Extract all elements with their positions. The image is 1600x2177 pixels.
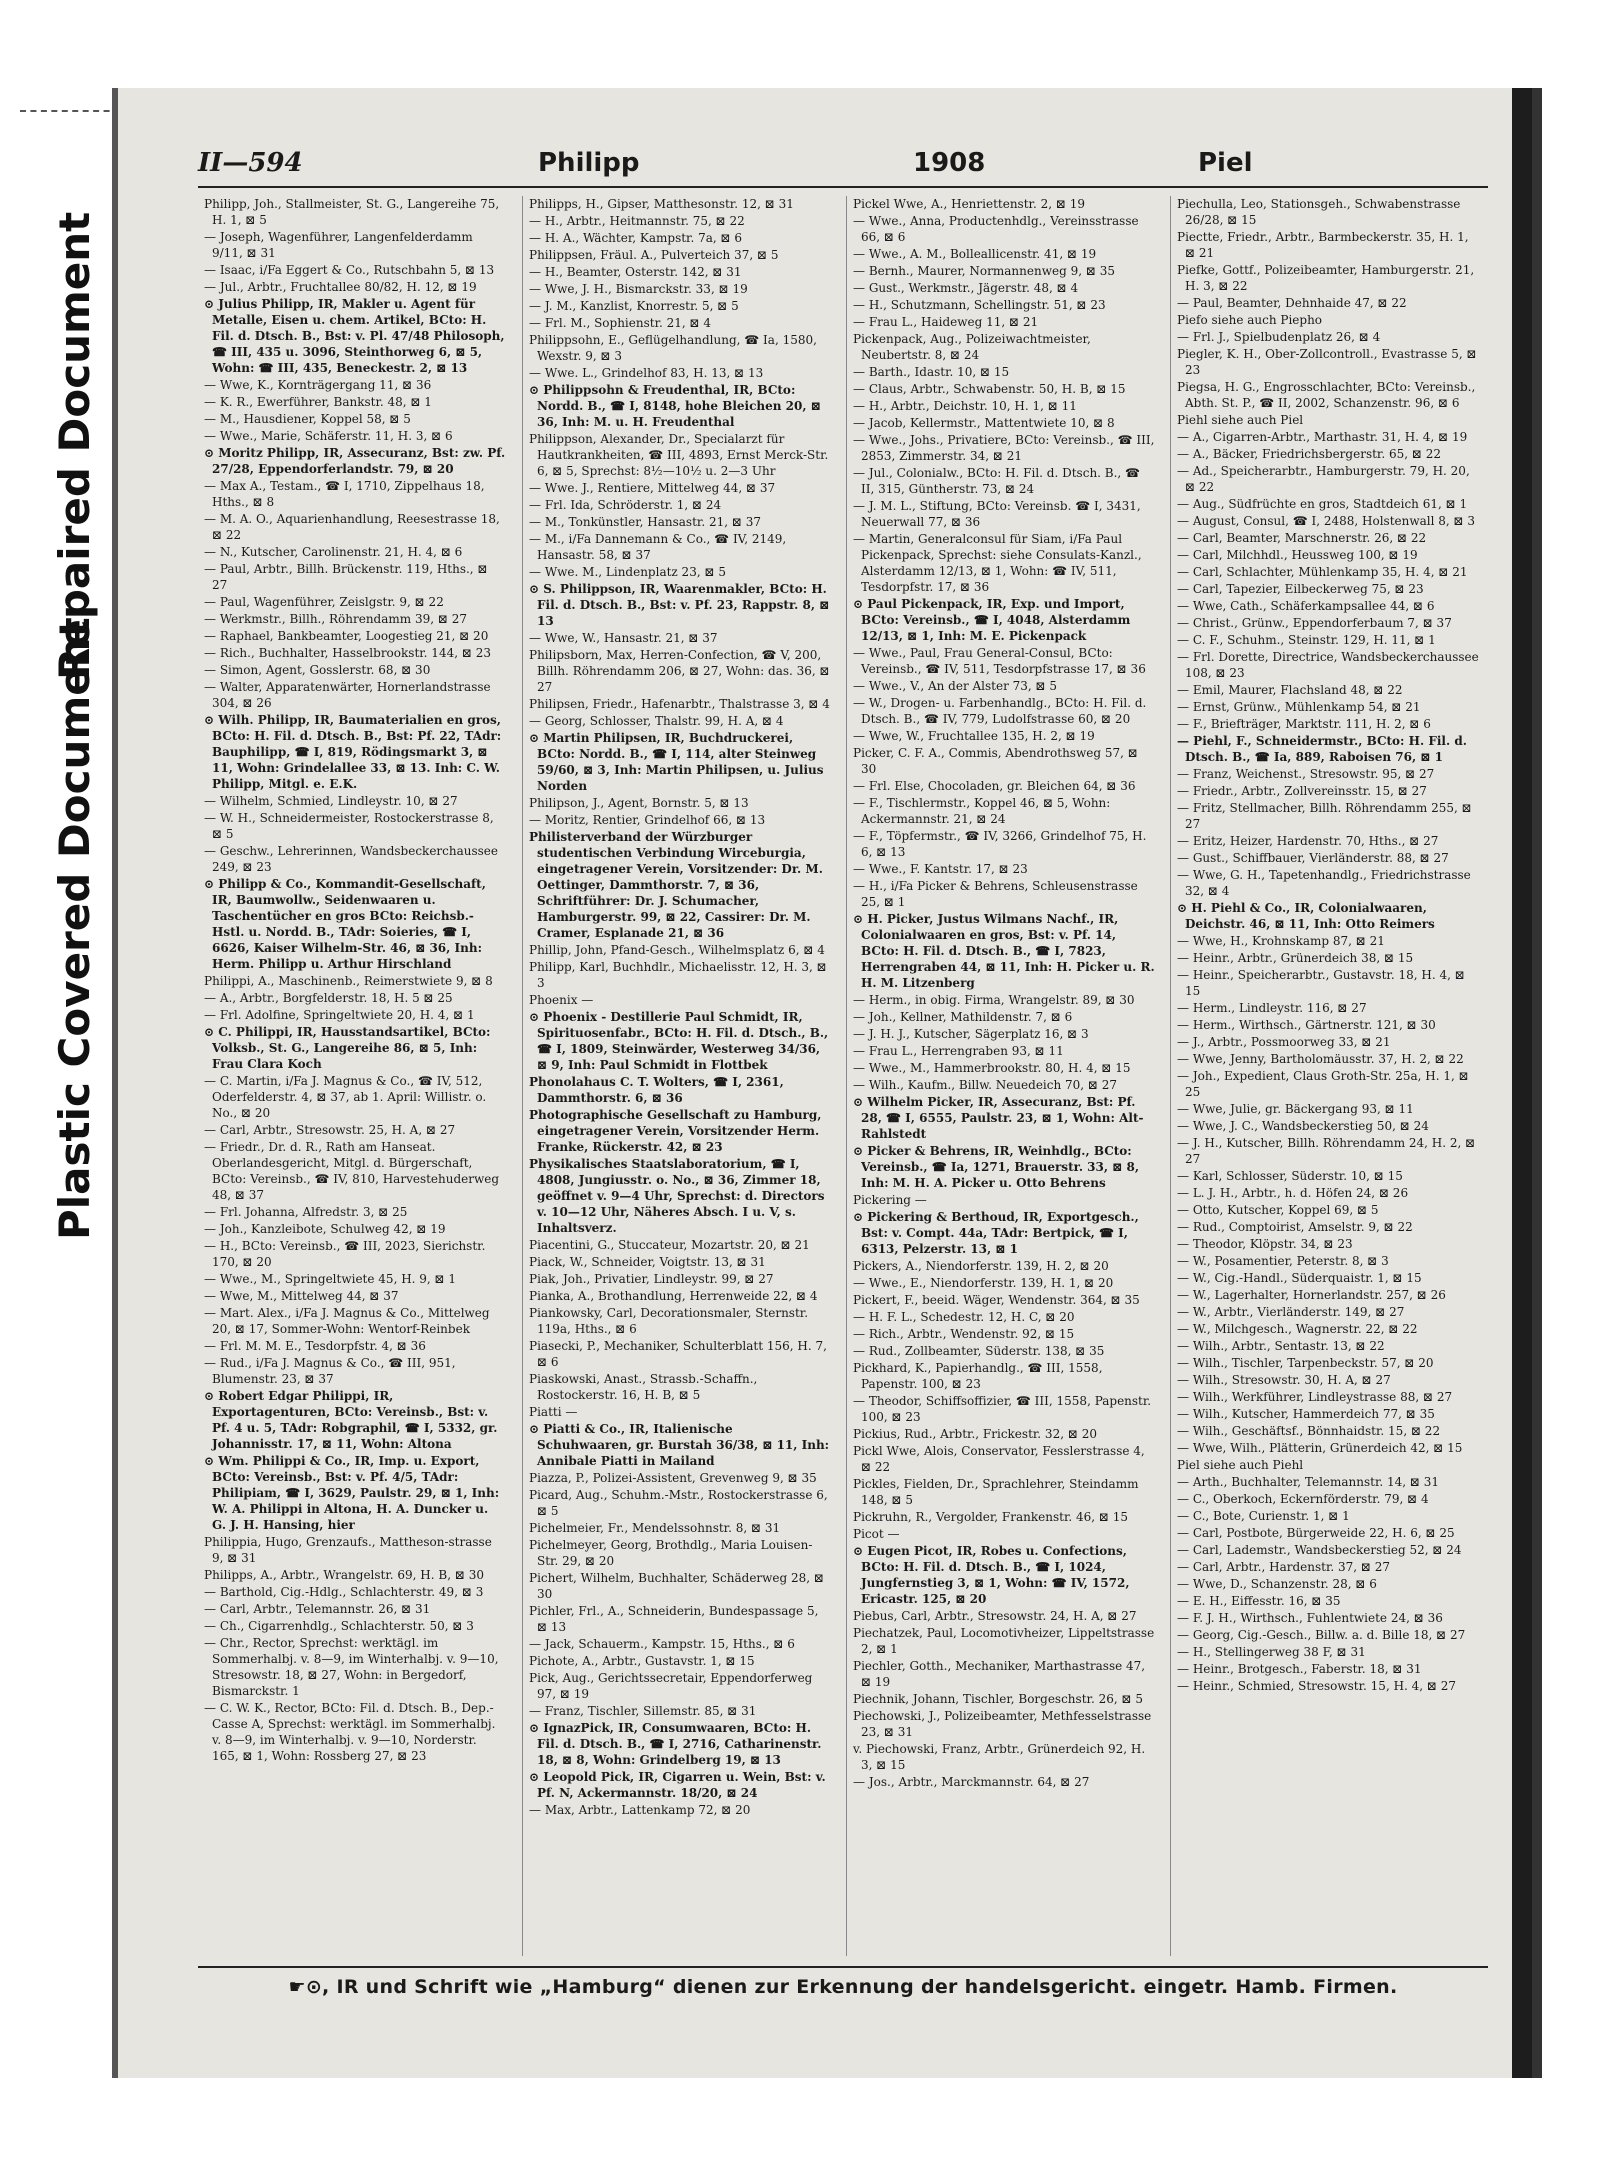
directory-entry: Piechowski, J., Polizeibeamter, Methfesselstrasse 23, ⊠ 31 [853, 1709, 1152, 1739]
directory-entry: — Rud., i/Fa J. Magnus & Co., ☎ III, 951, Blumenstr. 23, ⊠ 37 [204, 1356, 456, 1386]
directory-entry: — Carl, Milchhdl., Heussweg 100, ⊠ 19 [1177, 548, 1418, 562]
directory-entry: ⊙ S. Philippson, IR, Waarenmakler, BCto: H. Fil. d. Dtsch. B., Bst: v. Pf. 23, Rappstr. 8, ⊠ 13 [529, 582, 830, 628]
directory-entry: Pickles, Fielden, Dr., Sprachlehrer, Steindamm 148, ⊠ 5 [853, 1477, 1139, 1507]
directory-entry: — Joh., Expedient, Claus Groth-Str. 25a, H. 1, ⊠ 25 [1177, 1069, 1469, 1099]
directory-entry: Phoenix — [529, 993, 594, 1007]
directory-entry: ⊙ IgnazPick, IR, Consumwaaren, BCto: H. Fil. d. Dtsch. B., ☎ I, 2716, Catharinenstr. 18, ⊠ 8, Wohn: Grindelberg 19, ⊠ 13 [529, 1721, 822, 1767]
directory-entry: — Wwe, M., Mittelweg 44, ⊠ 37 [204, 1289, 399, 1303]
directory-entry: Philisterverband der Würzburger studentischen Verbindung Wirceburgia, eingetragener Verein, Vorsitzender: Dr. M. Oettinger, Dammthorstr. 7, ⊠ 36, Schriftführer: Dr. J. Schumacher, Hamburgerstr. 99, ⊠ 22, Cassirer: Dr. M. Cramer, Esplanade 21, ⊠ 36 [529, 830, 823, 940]
directory-entry: Piechler, Gotth., Mechaniker, Marthastrasse 47, ⊠ 19 [853, 1659, 1146, 1689]
directory-entry: — Max A., Testam., ☎ I, 1710, Zippelhaus 18, Hths., ⊠ 8 [204, 479, 485, 509]
directory-entry: — Max, Arbtr., Lattenkamp 72, ⊠ 20 [529, 1803, 751, 1817]
directory-entry: — W., Posamentier, Peterstr. 8, ⊠ 3 [1177, 1254, 1389, 1268]
directory-entry: — Carl, Beamter, Marschnerstr. 26, ⊠ 22 [1177, 531, 1427, 545]
directory-entry: — Wwe., V., An der Alster 73, ⊠ 5 [853, 679, 1058, 693]
directory-entry: Piefo siehe auch Piepho [1177, 313, 1323, 327]
directory-entry: ⊙ Leopold Pick, IR, Cigarren u. Wein, Bst: v. Pf. N, Ackermannstr. 18/20, ⊠ 24 [529, 1770, 826, 1800]
directory-entry: — Ch., Cigarrenhdlg., Schlachterstr. 50, ⊠ 3 [204, 1619, 474, 1633]
directory-entry: — C., Oberkoch, Eckernförderstr. 79, ⊠ 4 [1177, 1492, 1429, 1506]
directory-entry: Piatti — [529, 1405, 578, 1419]
directory-entry: — L. J. H., Arbtr., h. d. Höfen 24, ⊠ 26 [1177, 1186, 1409, 1200]
directory-entry: Piechatzek, Paul, Locomotivheizer, Lippeltstrasse 2, ⊠ 1 [853, 1626, 1155, 1656]
directory-entry: ⊙ H. Picker, Justus Wilmans Nachf., IR, Colonialwaaren en gros, Bst: v. Pf. 14, BCto: H. Fil. d. Dtsch. B., ☎ I, 7823, Herrengraben 44, ⊠ 11, Inh: H. Picker u. R. H. M. Litzenberg [853, 912, 1155, 990]
directory-entry: — Karl, Schlosser, Süderstr. 10, ⊠ 15 [1177, 1169, 1403, 1183]
directory-entry: — Bernh., Maurer, Normannenweg 9, ⊠ 35 [853, 264, 1115, 278]
directory-entry: — M., i/Fa Dannemann & Co., ☎ IV, 2149, Hansastr. 58, ⊠ 37 [529, 532, 787, 562]
page-number: II—594 [198, 148, 303, 178]
directory-entry: — Frl. Ida, Schröderstr. 1, ⊠ 24 [529, 498, 722, 512]
directory-entry: — Carl, Arbtr., Telemannstr. 26, ⊠ 31 [204, 1602, 431, 1616]
directory-entry: — F., Töpfermstr., ☎ IV, 3266, Grindelhof 75, H. 6, ⊠ 13 [853, 829, 1147, 859]
directory-entry: — W., Cig.-Handl., Süderquaistr. 1, ⊠ 15 [1177, 1271, 1422, 1285]
directory-entry: — J. H. J., Kutscher, Sägerplatz 16, ⊠ 3 [853, 1027, 1089, 1041]
directory-entry: — Wwe, Wilh., Plätterin, Grünerdeich 42, ⊠ 15 [1177, 1441, 1463, 1455]
directory-entry: — Rud., Zollbeamter, Süderstr. 138, ⊠ 35 [853, 1344, 1105, 1358]
directory-entry: — Carl, Schlachter, Mühlenkamp 35, H. 4, ⊠ 21 [1177, 565, 1468, 579]
directory-entry: — C. W. K., Rector, BCto: Fil. d. Dtsch. B., Dep.-Casse A, Sprechst: werktägl. im Sommerhalbj. v. 8—9, im Winterhalbj. v. 9—10, Norderstr. 165, ⊠ 1, Wohn: Rossberg 27, ⊠ 23 [204, 1701, 496, 1763]
directory-entry: Piectte, Friedr., Arbtr., Barmbeckerstr. 35, H. 1, ⊠ 21 [1177, 230, 1469, 260]
directory-entry: — A., Bäcker, Friedrichsbergerstr. 65, ⊠ 22 [1177, 447, 1442, 461]
directory-entry: ⊙ C. Philippi, IR, Hausstandsartikel, BCto: Volksb., St. G., Langereihe 86, ⊠ 5, Inh: Frau Clara Koch [204, 1025, 491, 1071]
directory-entry: — F., Tischlermstr., Koppel 46, ⊠ 5, Wohn: Ackermannstr. 21, ⊠ 24 [853, 796, 1111, 826]
directory-entry: — Frl. J., Spielbudenplatz 26, ⊠ 4 [1177, 330, 1381, 344]
directory-entry: — Wwe., Anna, Productenhdlg., Vereinsstrasse 66, ⊠ 6 [853, 214, 1139, 244]
directory-entry: — Rich., Arbtr., Wendenstr. 92, ⊠ 15 [853, 1327, 1075, 1341]
directory-entry: — J. H., Kutscher, Billh. Röhrendamm 24, H. 2, ⊠ 27 [1177, 1136, 1476, 1166]
header-left-word: Philipp [538, 148, 640, 178]
directory-entry: — Wwe., Johs., Privatiere, BCto: Vereinsb., ☎ III, 2853, Zimmerstr. 34, ⊠ 21 [853, 433, 1155, 463]
directory-entry: — Heinr., Brotgesch., Faberstr. 18, ⊠ 31 [1177, 1662, 1422, 1676]
directory-entry: — Theodor, Schiffsoffizier, ☎ III, 1558, Papenstr. 100, ⊠ 23 [853, 1394, 1152, 1424]
header-right-word: Piel [1198, 148, 1253, 178]
directory-entry: — Paul, Wagenführer, Zeislgstr. 9, ⊠ 22 [204, 595, 444, 609]
directory-entry: — Chr., Rector, Sprechst: werktägl. im Sommerhalbj. v. 8—9, im Winterhalbj. v. 9—10, Stresowstr. 18, ⊠ 27, Wohn: in Bergedorf, Bismarckstr. 1 [204, 1636, 499, 1698]
directory-entry: — H., Arbtr., Heitmannstr. 75, ⊠ 22 [529, 214, 745, 228]
directory-entry: — Heinr., Schmied, Stresowstr. 15, H. 4, ⊠ 27 [1177, 1679, 1457, 1693]
directory-entry: ⊙ Paul Pickenpack, IR, Exp. und Import, BCto: Vereinsb., ☎ I, 4048, Alsterdamm 12/13, ⊠ 1, Inh: M. E. Pickenpack [853, 597, 1131, 643]
directory-entry: — August, Consul, ☎ I, 2488, Holstenwall 8, ⊠ 3 [1177, 514, 1476, 528]
directory-entry: — H. A., Wächter, Kampstr. 7a, ⊠ 6 [529, 231, 743, 245]
directory-entry: Piazza, P., Polizei-Assistent, Grevenweg 9, ⊠ 35 [529, 1471, 817, 1485]
directory-entry: Piefke, Gottf., Polizeibeamter, Hamburgerstr. 21, H. 3, ⊠ 22 [1177, 263, 1475, 293]
directory-entry: Philippi, A., Maschinenb., Reimerstwiete 9, ⊠ 8 [204, 974, 493, 988]
pointing-hand-icon: ☛ [288, 1976, 306, 1998]
directory-entry: — Martin, Generalconsul für Siam, i/Fa Paul Pickenpack, Sprechst: siehe Consulats-Kanzl., Alsterdamm 12/13, ⊠ 1, Wohn: ☎ IV, 511, Tesdorpfstr. 17, ⊠ 36 [853, 532, 1142, 594]
directory-entry: Philipp, Karl, Buchhdlr., Michaelisstr. 12, H. 3, ⊠ 3 [529, 960, 827, 990]
directory-entry: Picot — [853, 1527, 900, 1541]
directory-entry: — Arth., Buchhalter, Telemannstr. 14, ⊠ 31 [1177, 1475, 1440, 1489]
directory-entry: — Wilhelm, Schmied, Lindleystr. 10, ⊠ 27 [204, 794, 458, 808]
directory-entry: — H., BCto: Vereinsb., ☎ III, 2023, Sierichstr. 170, ⊠ 20 [204, 1239, 486, 1269]
directory-entry: — Jack, Schauerm., Kampstr. 15, Hths., ⊠ 6 [529, 1637, 795, 1651]
directory-entry: — H., Arbtr., Deichstr. 10, H. 1, ⊠ 11 [853, 399, 1077, 413]
directory-entry: Piebus, Carl, Arbtr., Stresowstr. 24, H. A, ⊠ 27 [853, 1609, 1137, 1623]
directory-entry: Pickruhn, R., Vergolder, Frankenstr. 46, ⊠ 15 [853, 1510, 1129, 1524]
directory-entry: — Wwe, W., Hansastr. 21, ⊠ 37 [529, 631, 718, 645]
directory-entry: — Wwe, H., Krohnskamp 87, ⊠ 21 [1177, 934, 1385, 948]
directory-entry: — Wilh., Geschäftsf., Bönnhaidstr. 15, ⊠ 22 [1177, 1424, 1441, 1438]
directory-entry: — Wilh., Kutscher, Hammerdeich 77, ⊠ 35 [1177, 1407, 1435, 1421]
directory-entry: — Herm., Wirthsch., Gärtnerstr. 121, ⊠ 30 [1177, 1018, 1436, 1032]
directory-entry: — Moritz, Rentier, Grindelhof 66, ⊠ 13 [529, 813, 766, 827]
directory-entry: — Heinr., Speicherarbtr., Gustavstr. 18, H. 4, ⊠ 15 [1177, 968, 1465, 998]
directory-entry: — Jacob, Kellermstr., Mattentwiete 10, ⊠ 8 [853, 416, 1115, 430]
column-1 [198, 196, 510, 1956]
directory-entry: — Wwe, D., Schanzenstr. 28, ⊠ 6 [1177, 1577, 1377, 1591]
directory-entry: — Wwe, J. C., Wandsbeckerstieg 50, ⊠ 24 [1177, 1119, 1429, 1133]
directory-entry: — Raphael, Bankbeamter, Loogestieg 21, ⊠ 20 [204, 629, 489, 643]
directory-entry: Philipps, H., Gipser, Matthesonstr. 12, ⊠ 31 [529, 197, 794, 211]
directory-entry: Phillip, John, Pfand-Gesch., Wilhelmsplatz 6, ⊠ 4 [529, 943, 825, 957]
page-edge [1512, 88, 1532, 2078]
directory-entry: — Friedr., Dr. d. R., Rath am Hanseat. Oberlandesgericht, Mitgl. d. Bürgerschaft, BCto: Vereinsb., ☎ IV, 810, Harvestehuderweg 48, ⊠ 37 [204, 1140, 500, 1202]
footer-rule [198, 1966, 1488, 1968]
column-2 [522, 196, 835, 1956]
directory-entry: — Otto, Kutscher, Koppel 69, ⊠ 5 [1177, 1203, 1379, 1217]
directory-entry: Pickenpack, Aug., Polizeiwachtmeister, Neubertstr. 8, ⊠ 24 [853, 332, 1091, 362]
directory-entry: — Wwe, Jenny, Bartholomäusstr. 37, H. 2, ⊠ 22 [1177, 1052, 1464, 1066]
directory-entry: — Herm., in obig. Firma, Wrangelstr. 89, ⊠ 30 [853, 993, 1135, 1007]
directory-entry: Photographische Gesellschaft zu Hamburg, eingetragener Verein, Vorsitzender Herm. Franke, Rückerstr. 42, ⊠ 23 [529, 1108, 822, 1154]
directory-entry: — Wwe., A. M., Bolleallicenstr. 41, ⊠ 19 [853, 247, 1097, 261]
directory-entry: — Wwe, J. H., Bismarckstr. 33, ⊠ 19 [529, 282, 748, 296]
directory-entry: — Ernst, Grünw., Mühlenkamp 54, ⊠ 21 [1177, 700, 1421, 714]
directory-entry: — Frl. Dorette, Directrice, Wandsbeckerchaussee 108, ⊠ 23 [1177, 650, 1479, 680]
directory-entry: — Carl, Tapezier, Eilbeckerweg 75, ⊠ 23 [1177, 582, 1424, 596]
page-footer [198, 1976, 1488, 2016]
directory-entry: Pickering — [853, 1193, 927, 1207]
directory-entry: — Walter, Apparatenwärter, Hornerlandstrasse 304, ⊠ 26 [204, 680, 491, 710]
directory-entry: — Wwe, W., Fruchtallee 135, H. 2, ⊠ 19 [853, 729, 1095, 743]
footer-note: ⊙, IR und Schrift wie „Hamburg“ dienen zur Erkennung der handelsgericht. eingetr. Hamb. Firmen. [305, 1976, 1398, 1998]
directory-entry: — H., Schutzmann, Schellingstr. 51, ⊠ 23 [853, 298, 1106, 312]
directory-entry: Pickert, F., beeid. Wäger, Wendenstr. 364, ⊠ 35 [853, 1293, 1140, 1307]
directory-entry: — Wwe., E., Niendorferstr. 139, H. 1, ⊠ 20 [853, 1276, 1114, 1290]
directory-entry: — J. M. L., Stiftung, BCto: Vereinsb. ☎ I, 3431, Neuerwall 77, ⊠ 36 [853, 499, 1141, 529]
directory-entry: — Wilh., Werkführer, Lindleystrasse 88, ⊠ 27 [1177, 1390, 1453, 1404]
directory-entry: — H., i/Fa Picker & Behrens, Schleusenstrasse 25, ⊠ 1 [853, 879, 1138, 909]
directory-entry: — Franz, Tischler, Sillemstr. 85, ⊠ 31 [529, 1704, 757, 1718]
header-year: 1908 [913, 148, 986, 178]
directory-entry: — Wwe. L., Grindelhof 83, H. 13, ⊠ 13 [529, 366, 764, 380]
directory-entry: — Aug., Südfrüchte en gros, Stadtdeich 61, ⊠ 1 [1177, 497, 1468, 511]
directory-entry: ⊙ Moritz Philipp, IR, Assecuranz, Bst: zw. Pf. 27/28, Eppendorferlandstr. 79, ⊠ 20 [204, 446, 506, 476]
directory-entry: — W., Milchgesch., Wagnerstr. 22, ⊠ 22 [1177, 1322, 1418, 1336]
directory-entry: — Joh., Kanzleibote, Schulweg 42, ⊠ 19 [204, 1222, 446, 1236]
directory-entry: — Geschw., Lehrerinnen, Wandsbeckerchaussee 249, ⊠ 23 [204, 844, 499, 874]
dashed-rule [20, 110, 120, 112]
directory-entry: — Gust., Schiffbauer, Vierländerstr. 88, ⊠ 27 [1177, 851, 1449, 865]
directory-entry: — Christ., Grünw., Eppendorferbaum 7, ⊠ 37 [1177, 616, 1452, 630]
directory-entry: Philippsen, Fräul. A., Pulverteich 37, ⊠ 5 [529, 248, 779, 262]
directory-entry: — Isaac, i/Fa Eggert & Co., Rutschbahn 5, ⊠ 13 [204, 263, 495, 277]
directory-entry: — Werkmstr., Billh., Röhrendamm 39, ⊠ 27 [204, 612, 468, 626]
directory-entry: — W., Drogen- u. Farbenhandlg., BCto: H. Fil. d. Dtsch. B., ☎ IV, 779, Ludolfstrasse 60, ⊠ 20 [853, 696, 1147, 726]
directory-entry: ⊙ Martin Philipsen, IR, Buchdruckerei, BCto: Nordd. B., ☎ I, 114, alter Steinweg 59/60, ⊠ 3, Inh: Martin Philipsen, u. Julius Norden [529, 731, 824, 793]
directory-entry: — N., Kutscher, Carolinenstr. 21, H. 4, ⊠ 6 [204, 545, 463, 559]
directory-entry: — Georg, Cig.-Gesch., Billw. a. d. Bille 18, ⊠ 27 [1177, 1628, 1466, 1642]
directory-entry: — M., Tonkünstler, Hansastr. 21, ⊠ 37 [529, 515, 761, 529]
repaired-document-label: Repaired Document [50, 211, 99, 680]
directory-entry: — Piehl, F., Schneidermstr., BCto: H. Fil. d. Dtsch. B., ☎ Ia, 889, Raboisen 76, ⊠ 1 [1177, 734, 1467, 764]
directory-entry: v. Piechowski, Franz, Arbtr., Grünerdeich 92, H. 3, ⊠ 15 [853, 1742, 1146, 1772]
directory-entry: — C., Bote, Curienstr. 1, ⊠ 1 [1177, 1509, 1350, 1523]
directory-entry: — Wwe., M., Hammerbrookstr. 80, H. 4, ⊠ 15 [853, 1061, 1131, 1075]
directory-entry: — Wwe, Cath., Schäferkampsallee 44, ⊠ 6 [1177, 599, 1435, 613]
directory-entry: ⊙ Philipp & Co., Kommandit-Gesellschaft, IR, Baumwollw., Seidenwaaren u. Taschentücher en gros BCto: Reichsb.-Hstl. u. Nordd. B., TAdr: Soieries, ☎ I, 6626, Kaiser Wilhelm-Str. 46, ⊠ 36, Inh: Herm. Philipp u. Arthur Hirschland [204, 877, 486, 971]
column-4 [1170, 196, 1483, 1956]
directory-entry: — C. Martin, i/Fa J. Magnus & Co., ☎ IV, 512, Oderfelderstr. 4, ⊠ 37, ab 1. April: Willistr. o. No., ⊠ 20 [204, 1074, 487, 1120]
directory-entry: — Carl, Arbtr., Hardenstr. 37, ⊠ 27 [1177, 1560, 1391, 1574]
directory-entry: Piechnik, Johann, Tischler, Borgeschstr. 26, ⊠ 5 [853, 1692, 1143, 1706]
directory-entry: — Joh., Kellner, Mathildenstr. 7, ⊠ 6 [853, 1010, 1073, 1024]
directory-entry: Philipson, J., Agent, Bornstr. 5, ⊠ 13 [529, 796, 749, 810]
directory-entry: — J. M., Kanzlist, Knorrestr. 5, ⊠ 5 [529, 299, 739, 313]
directory-entry: Physikalisches Staatslaboratorium, ☎ I, 4808, Jungiusstr. o. No., ⊠ 36, Zimmer 18, geöffnet v. 9—4 Uhr, Sprechst: d. Directors v. 10—12 Uhr, Näheres Absch. I u. V, s. Inhaltsverz. [529, 1157, 825, 1235]
directory-entry: Piegler, K. H., Ober-Zollcontroll., Evastrasse 5, ⊠ 23 [1177, 347, 1477, 377]
directory-entry: — A., Cigarren-Arbtr., Marthastr. 31, H. 4, ⊠ 19 [1177, 430, 1468, 444]
directory-entry: — Wilh., Stresowstr. 30, H. A, ⊠ 27 [1177, 1373, 1391, 1387]
directory-entry: Philippia, Hugo, Grenzaufs., Mattheson-strasse 9, ⊠ 31 [204, 1535, 492, 1565]
directory-entry: Pichelmeier, Fr., Mendelssohnstr. 8, ⊠ 31 [529, 1521, 781, 1535]
directory-entry: — Mart. Alex., i/Fa J. Magnus & Co., Mittelweg 20, ⊠ 17, Sommer-Wohn: Wentorf-Reinbek [204, 1306, 490, 1336]
directory-entry: — Frl. M., Sophienstr. 21, ⊠ 4 [529, 316, 712, 330]
directory-entry: — Frau L., Haideweg 11, ⊠ 21 [853, 315, 1039, 329]
directory-entry: Piaskowski, Anast., Strassb.-Schaffn., Rostockerstr. 16, H. B, ⊠ 5 [529, 1372, 758, 1402]
directory-entry: — M. A. O., Aquarienhandlung, Reesestrasse 18, ⊠ 22 [204, 512, 500, 542]
directory-entry: — Claus, Arbtr., Schwabenstr. 50, H. B, ⊠ 15 [853, 382, 1126, 396]
directory-entry: — Wilh., Kaufm., Billw. Neuedeich 70, ⊠ 27 [853, 1078, 1118, 1092]
directory-entry: — Georg, Schlosser, Thalstr. 99, H. A, ⊠ 4 [529, 714, 784, 728]
directory-entry: Pickhard, K., Papierhandlg., ☎ III, 1558, Papenstr. 100, ⊠ 23 [853, 1361, 1103, 1391]
directory-entry: ⊙ Eugen Picot, IR, Robes u. Confections, BCto: H. Fil. d. Dtsch. B., ☎ I, 1024, Jungfernstieg 3, ⊠ 1, Wohn: ☎ IV, 1572, Ericastr. 125, ⊠ 20 [853, 1544, 1130, 1606]
directory-entry: — Wilh., Tischler, Tarpenbeckstr. 57, ⊠ 20 [1177, 1356, 1434, 1370]
directory-entry: Pichote, A., Arbtr., Gustavstr. 1, ⊠ 15 [529, 1654, 755, 1668]
directory-entry: Piankowsky, Carl, Decorationsmaler, Sternstr. 119a, Hths., ⊠ 6 [529, 1306, 809, 1336]
directory-entry: ⊙ H. Piehl & Co., IR, Colonialwaaren, Deichstr. 46, ⊠ 11, Inh: Otto Reimers [1177, 901, 1435, 931]
directory-entry: — Jos., Arbtr., Marckmannstr. 64, ⊠ 27 [853, 1775, 1090, 1789]
directory-entry: — Heinr., Arbtr., Grünerdeich 38, ⊠ 15 [1177, 951, 1414, 965]
directory-entry: — A., Arbtr., Borgfelderstr. 18, H. 5 ⊠ 25 [204, 991, 453, 1005]
directory-entry: — Paul, Beamter, Dehnhaide 47, ⊠ 22 [1177, 296, 1407, 310]
directory-entry: ⊙ Julius Philipp, IR, Makler u. Agent für Metalle, Eisen u. chem. Artikel, BCto: H. Fil. d. Dtsch. B., Bst: v. Pl. 47/48 Philosoph, ☎ III, 435 u. 3096, Steinthorweg 6, ⊠ 5, Wohn: ☎ III, 435, Beneckestr. 2, ⊠ 13 [204, 297, 505, 375]
directory-entry: Philippson, Alexander, Dr., Specialarzt für Hautkrankheiten, ☎ III, 4893, Ernst Merck-Str. 6, ⊠ 5, Sprechst: 8½—10½ u. 2—3 Uhr [529, 432, 829, 478]
directory-entry: — Frl. Adolfine, Springeltwiete 20, H. 4, ⊠ 1 [204, 1008, 475, 1022]
directory-entry: — Frau L., Herrengraben 93, ⊠ 11 [853, 1044, 1064, 1058]
directory-entry: Piack, W., Schneider, Voigtstr. 13, ⊠ 31 [529, 1255, 766, 1269]
directory-entry: Philipsen, Friedr., Hafenarbtr., Thalstrasse 3, ⊠ 4 [529, 697, 830, 711]
directory-entry: — Ad., Speicherarbtr., Hamburgerstr. 79, H. 20, ⊠ 22 [1177, 464, 1470, 494]
directory-entry: — Wwe. M., Lindenplatz 23, ⊠ 5 [529, 565, 726, 579]
directory-entry: — Wwe., Paul, Frau General-Consul, BCto: Vereinsb., ☎ IV, 511, Tesdorpfstrasse 17, ⊠ 36 [853, 646, 1146, 676]
directory-entry: — Rich., Buchhalter, Hasselbrookstr. 144, ⊠ 23 [204, 646, 491, 660]
directory-entry: ⊙ Robert Edgar Philippi, IR, Exportagenturen, BCto: Vereinsb., Bst: v. Pf. 4 u. 5, TAdr: Robgraphil, ☎ I, 5332, gr. Johannisstr. 17, ⊠ 11, Wohn: Altona [204, 1389, 498, 1451]
column-3 [846, 196, 1159, 1956]
side-label [20, 110, 110, 1240]
directory-entry: Philippsohn, E., Geflügelhandlung, ☎ Ia, 1580, Wexstr. 9, ⊠ 3 [529, 333, 817, 363]
directory-entry: — Carl, Postbote, Bürgerweide 22, H. 6, ⊠ 25 [1177, 1526, 1455, 1540]
directory-entry: — F., Briefträger, Marktstr. 111, H. 2, ⊠ 6 [1177, 717, 1431, 731]
directory-entry: ⊙ Philippsohn & Freudenthal, IR, BCto: Nordd. B., ☎ I, 8148, hohe Bleichen 20, ⊠ 36, Inh: M. u. H. Freudenthal [529, 383, 821, 429]
directory-entry: — Wwe, K., Kornträgergang 11, ⊠ 36 [204, 378, 432, 392]
directory-entry: ⊙ Piatti & Co., IR, Italienische Schuhwaaren, gr. Burstah 36/38, ⊠ 11, Inh: Annibale Piatti in Mailand [529, 1422, 830, 1468]
header-rule [198, 186, 1488, 188]
directory-entry: — Carl, Arbtr., Stresowstr. 25, H. A, ⊠ 27 [204, 1123, 456, 1137]
directory-entry: Pichelmeyer, Georg, Brothdlg., Maria Louisen-Str. 29, ⊠ 20 [529, 1538, 813, 1568]
directory-entry: — Barth., Idastr. 10, ⊠ 15 [853, 365, 1010, 379]
directory-entry: Pianka, A., Brothandlung, Herrenweide 22, ⊠ 4 [529, 1289, 818, 1303]
directory-entry: — W., Arbtr., Vierländerstr. 149, ⊠ 27 [1177, 1305, 1405, 1319]
directory-entry: — Rud., Comptoirist, Amselstr. 9, ⊠ 22 [1177, 1220, 1413, 1234]
directory-columns [198, 196, 1488, 1956]
directory-entry: Piasecki, P., Mechaniker, Schulterblatt 156, H. 7, ⊠ 6 [529, 1339, 827, 1369]
directory-entry: Pichert, Wilhelm, Buchhalter, Schäderweg 28, ⊠ 30 [529, 1571, 824, 1601]
directory-entry: Philipp, Joh., Stallmeister, St. G., Langereihe 75, H. 1, ⊠ 5 [204, 197, 500, 227]
page-header [198, 148, 1488, 188]
directory-entry: Pickl Wwe, Alois, Conservator, Fesslerstrasse 4, ⊠ 22 [853, 1444, 1145, 1474]
directory-entry: ⊙ Phoenix - Destillerie Paul Schmidt, IR, Spirituosenfabr., BCto: H. Fil. d. Dtsch., B., ☎ I, 1809, Steinwärder, Westerweg 34/36, ⊠ 9, Inh: Paul Schmidt in Flottbek [529, 1010, 829, 1072]
directory-entry: — Jul., Colonialw., BCto: H. Fil. d. Dtsch. B., ☎ II, 315, Güntherstr. 73, ⊠ 24 [853, 466, 1141, 496]
directory-entry: — Wwe., F. Kantstr. 17, ⊠ 23 [853, 862, 1028, 876]
plastic-covered-label: Plastic Covered Document [50, 617, 99, 1240]
directory-entry: — Herm., Lindleystr. 116, ⊠ 27 [1177, 1001, 1367, 1015]
directory-entry: Pickers, A., Niendorferstr. 139, H. 2, ⊠ 20 [853, 1259, 1109, 1273]
directory-entry: Pickius, Rud., Arbtr., Frickestr. 32, ⊠ 20 [853, 1427, 1097, 1441]
directory-entry: — F. J. H., Wirthsch., Fuhlentwiete 24, ⊠ 36 [1177, 1611, 1443, 1625]
directory-entry: Piehl siehe auch Piel [1177, 413, 1304, 427]
directory-entry: — Wwe, Julie, gr. Bäckergang 93, ⊠ 11 [1177, 1102, 1414, 1116]
directory-entry: ⊙ Pickering & Berthoud, IR, Exportgesch., Bst: v. Compt. 44a, TAdr: Bertpick, ☎ I, 6313, Pelzerstr. 13, ⊠ 1 [853, 1210, 1139, 1256]
directory-entry: — H., Beamter, Osterstr. 142, ⊠ 31 [529, 265, 742, 279]
directory-entry: ⊙ Wm. Philippi & Co., IR, Imp. u. Export, BCto: Vereinsb., Bst: v. Pf. 4/5, TAdr: Philipiam, ☎ I, 3629, Paulstr. 29, ⊠ 1, Inh: W. A. Philippi in Altona, H. A. Duncker u. G. J. H. Hansing, hier [204, 1454, 500, 1532]
directory-entry: — Friedr., Arbtr., Zollvereinsstr. 15, ⊠ 27 [1177, 784, 1427, 798]
directory-entry: Piacentini, G., Stuccateur, Mozartstr. 20, ⊠ 21 [529, 1238, 810, 1252]
directory-entry: — W. H., Schneidermeister, Rostockerstrasse 8, ⊠ 5 [204, 811, 494, 841]
directory-entry: — Theodor, Klöpstr. 34, ⊠ 23 [1177, 1237, 1353, 1251]
directory-entry: — Eritz, Heizer, Hardenstr. 70, Hths., ⊠ 27 [1177, 834, 1439, 848]
directory-entry: ⊙ Wilh. Philipp, IR, Baumaterialien en gros, BCto: H. Fil. d. Dtsch. B., Bst: Pf. 22, TAdr: Bauphilipp, ☎ I, 819, Rödingsmarkt 3, ⊠ 11, Wohn: Grindelallee 33, ⊠ 13. Inh: C. W. Philipp, Mitgl. e. E.K. [204, 713, 502, 791]
directory-entry: — K. R., Ewerführer, Bankstr. 48, ⊠ 1 [204, 395, 432, 409]
directory-entry: ⊙ Wilhelm Picker, IR, Assecuranz, Bst: Pf. 28, ☎ I, 6555, Paulstr. 23, ⊠ 1, Wohn: Alt-Rahlstedt [853, 1095, 1144, 1141]
directory-entry: — Emil, Maurer, Flachsland 48, ⊠ 22 [1177, 683, 1403, 697]
directory-entry: Piel siehe auch Piehl [1177, 1458, 1304, 1472]
directory-entry: — Joseph, Wagenführer, Langenfelderdamm 9/11, ⊠ 31 [204, 230, 473, 260]
directory-entry: Picard, Aug., Schuhm.-Mstr., Rostockerstrasse 6, ⊠ 5 [529, 1488, 828, 1518]
directory-entry: — Wwe. J., Rentiere, Mittelweg 44, ⊠ 37 [529, 481, 776, 495]
directory-entry: — H., Stellingerweg 38 F, ⊠ 31 [1177, 1645, 1366, 1659]
directory-entry: — Franz, Weichenst., Stresowstr. 95, ⊠ 27 [1177, 767, 1435, 781]
directory-entry: Picker, C. F. A., Commis, Abendrothsweg 57, ⊠ 30 [853, 746, 1138, 776]
directory-entry: — Frl. M. M. E., Tesdorpfstr. 4, ⊠ 36 [204, 1339, 426, 1353]
directory-entry: — Simon, Agent, Gosslerstr. 68, ⊠ 30 [204, 663, 431, 677]
directory-entry: — C. F., Schuhm., Steinstr. 129, H. 11, ⊠ 1 [1177, 633, 1436, 647]
directory-entry: Piegsa, H. G., Engrosschlachter, BCto: Vereinsb., Abth. St. P., ☎ II, 2002, Schanzenstr. 96, ⊠ 6 [1177, 380, 1476, 410]
directory-entry: — Wwe., Marie, Schäferstr. 11, H. 3, ⊠ 6 [204, 429, 453, 443]
directory-entry: — Wwe., M., Springeltwiete 45, H. 9, ⊠ 1 [204, 1272, 457, 1286]
directory-entry: Pichler, Frl., A., Schneiderin, Bundespassage 5, ⊠ 13 [529, 1604, 819, 1634]
directory-entry: — Paul, Arbtr., Billh. Brückenstr. 119, Hths., ⊠ 27 [204, 562, 488, 592]
directory-page [112, 88, 1542, 2078]
directory-entry: Philipsborn, Max, Herren-Confection, ☎ V, 200, Billh. Röhrendamm 206, ⊠ 27, Wohn: das. 36, ⊠ 27 [529, 648, 830, 694]
directory-entry: Philipps, A., Arbtr., Wrangelstr. 69, H. B, ⊠ 30 [204, 1568, 484, 1582]
directory-entry: — H. F. L., Schedestr. 12, H. C, ⊠ 20 [853, 1310, 1075, 1324]
directory-entry: — Gust., Werkmstr., Jägerstr. 48, ⊠ 4 [853, 281, 1079, 295]
directory-entry: — W., Lagerhalter, Hornerlandstr. 257, ⊠ 26 [1177, 1288, 1446, 1302]
directory-entry: — E. H., Eiffesstr. 16, ⊠ 35 [1177, 1594, 1341, 1608]
directory-entry: — Wwe, G. H., Tapetenhandlg., Friedrichstrasse 32, ⊠ 4 [1177, 868, 1471, 898]
directory-entry: — Jul., Arbtr., Fruchtallee 80/82, H. 12, ⊠ 19 [204, 280, 477, 294]
directory-entry: ⊙ Picker & Behrens, IR, Weinhdlg., BCto: Vereinsb., ☎ Ia, 1271, Brauerstr. 33, ⊠ 8, Inh: M. H. A. Picker u. Otto Behrens [853, 1144, 1139, 1190]
directory-entry: Pickel Wwe, A., Henriettenstr. 2, ⊠ 19 [853, 197, 1085, 211]
directory-entry: Piechulla, Leo, Stationsgeh., Schwabenstrasse 26/28, ⊠ 15 [1177, 197, 1461, 227]
directory-entry: Piak, Joh., Privatier, Lindleystr. 99, ⊠ 27 [529, 1272, 774, 1286]
directory-entry: — M., Hausdiener, Koppel 58, ⊠ 5 [204, 412, 411, 426]
directory-entry: — Wilh., Arbtr., Sentastr. 13, ⊠ 22 [1177, 1339, 1385, 1353]
directory-entry: — Frl. Else, Chocoladen, gr. Bleichen 64, ⊠ 36 [853, 779, 1136, 793]
directory-entry: Pick, Aug., Gerichtssecretair, Eppendorferweg 97, ⊠ 19 [529, 1671, 813, 1701]
directory-entry: — Carl, Lademstr., Wandsbeckerstieg 52, ⊠ 24 [1177, 1543, 1462, 1557]
directory-entry: — Fritz, Stellmacher, Billh. Röhrendamm 255, ⊠ 27 [1177, 801, 1472, 831]
directory-entry: — Frl. Johanna, Alfredstr. 3, ⊠ 25 [204, 1205, 408, 1219]
directory-entry: — J., Arbtr., Possmoorweg 33, ⊠ 21 [1177, 1035, 1391, 1049]
directory-entry: Phonolahaus C. T. Wolters, ☎ I, 2361, Dammthorstr. 6, ⊠ 36 [529, 1075, 784, 1105]
directory-entry: — Barthold, Cig.-Hdlg., Schlachterstr. 49, ⊠ 3 [204, 1585, 484, 1599]
